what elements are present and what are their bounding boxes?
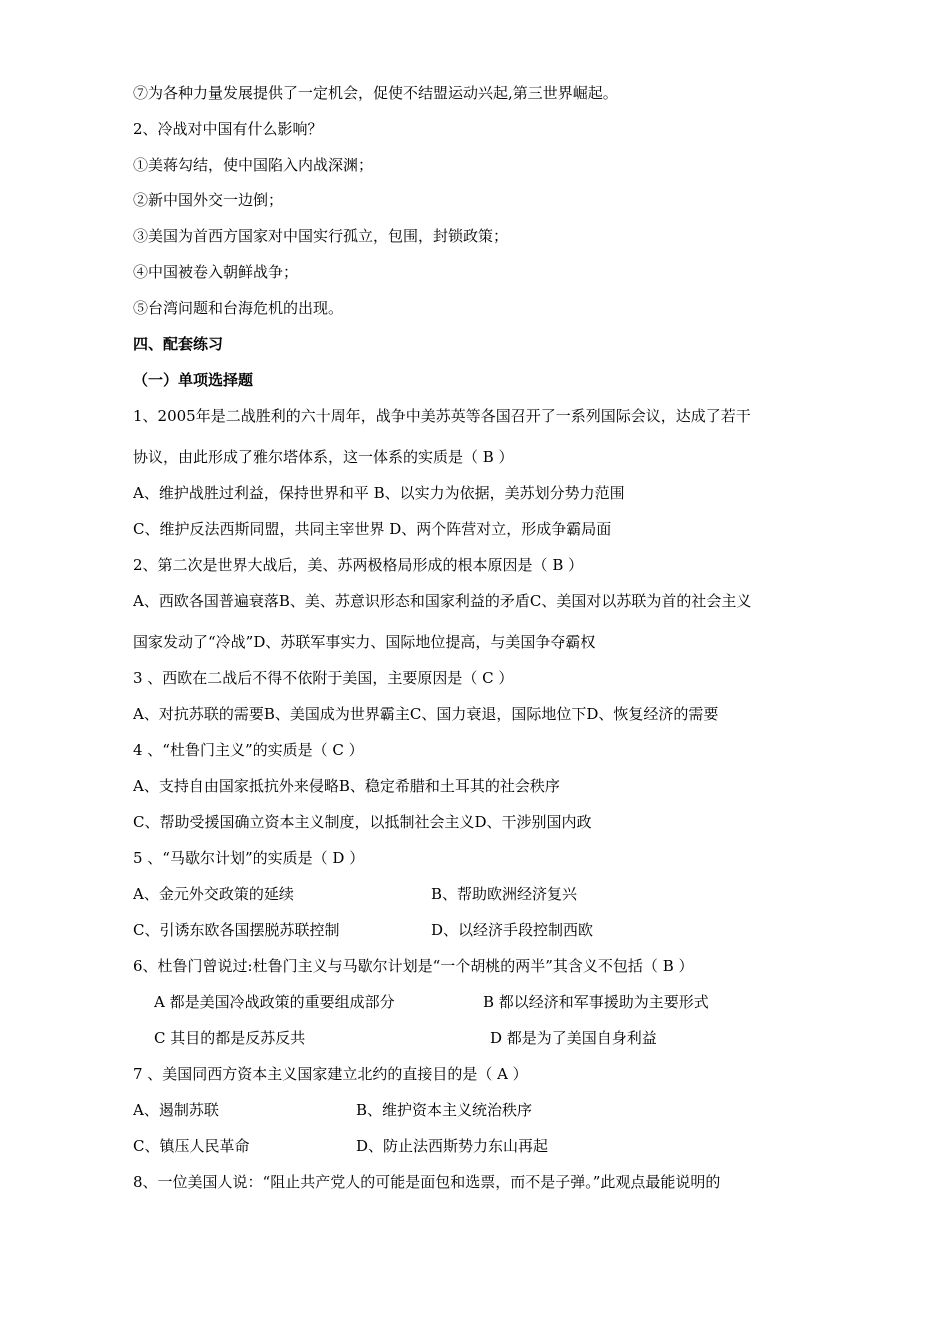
question-1-options: A、维护战胜过利益，保持世界和平 B、以实力为依据，美苏划分势力范围 xyxy=(133,484,625,502)
question-5-options-row xyxy=(133,884,833,904)
question-2-options-cont: 国家发动了“冷战”D、苏联军事实力、国际地位提高，与美国争夺霸权 xyxy=(133,633,596,651)
question-1-options: C、维护反法西斯同盟，共同主宰世界 D、两个阵营对立，形成争霸局面 xyxy=(133,520,612,538)
option-c: C、引诱东欧各国摆脱苏联控制 xyxy=(133,921,340,939)
question-3-options: A、对抗苏联的需要B、美国成为世界霸主C、国力衰退，国际地位下D、恢复经济的需要 xyxy=(133,705,719,723)
question-8-text: 8、一位美国人说：“阻止共产党人的可能是面包和选票，而不是子弹。”此观点最能说明的 xyxy=(133,1173,721,1191)
option-b: B 都以经济和军事援助为主要形式 xyxy=(483,993,709,1011)
question-2-options: A、西欧各国普遍衰落B、美、苏意识形态和国家利益的矛盾C、美国对以苏联为首的社会主义 xyxy=(133,592,752,610)
question-7-text: 7 、美国同西方资本主义国家建立北约的直接目的是（ A ） xyxy=(133,1065,528,1083)
text-line: ③美国为首西方国家对中国实行孤立，包围，封锁政策； xyxy=(133,227,509,245)
question-6-options-row xyxy=(154,1028,854,1048)
option-c: C、镇压人民革命 xyxy=(133,1137,250,1155)
option-d: D、防止法西斯势力东山再起 xyxy=(356,1137,549,1155)
question-7-options-row xyxy=(133,1100,833,1120)
text-line: ①美蒋勾结，使中国陷入内战深渊； xyxy=(133,156,374,174)
question-heading: 2、冷战对中国有什么影响？ xyxy=(133,120,323,138)
option-c: C 其目的都是反苏反共 xyxy=(154,1029,306,1047)
question-7-options-row xyxy=(133,1136,833,1156)
subsection-title: （一）单项选择题 xyxy=(133,371,254,389)
option-a: A、金元外交政策的延续 xyxy=(133,885,294,903)
option-d: D 都是为了美国自身利益 xyxy=(490,1029,657,1047)
text-line: ②新中国外交一边倒； xyxy=(133,191,284,209)
question-4-text: 4 、“杜鲁门主义”的实质是（ C ） xyxy=(133,741,364,759)
question-4-options: A、支持自由国家抵抗外来侵略B、稳定希腊和土耳其的社会秩序 xyxy=(133,777,560,795)
option-b: B、帮助欧洲经济复兴 xyxy=(431,885,578,903)
text-line: ④中国被卷入朝鲜战争； xyxy=(133,263,299,281)
text-line: ⑤台湾问题和台海危机的出现。 xyxy=(133,299,344,317)
option-a: A、遏制苏联 xyxy=(133,1101,219,1119)
option-a: A 都是美国冷战政策的重要组成部分 xyxy=(154,993,395,1011)
question-6-options-row xyxy=(154,992,854,1012)
question-4-options: C、帮助受援国确立资本主义制度，以抵制社会主义D、干涉别国内政 xyxy=(133,813,592,831)
text-line: ⑦为各种力量发展提供了一定机会，促使不结盟运动兴起,第三世界崛起。 xyxy=(133,84,618,102)
question-5-text: 5 、“马歇尔计划”的实质是（ D ） xyxy=(133,849,365,867)
option-d: D、以经济手段控制西欧 xyxy=(431,921,594,939)
option-b: B、维护资本主义统治秩序 xyxy=(356,1101,533,1119)
question-5-options-row xyxy=(133,920,833,940)
section-title: 四、配套练习 xyxy=(133,335,224,353)
question-2-text: 2、第二次是世界大战后，美、苏两极格局形成的根本原因是（ B ） xyxy=(133,556,584,574)
question-1-text: 1、2005年是二战胜利的六十周年，战争中美苏英等各国召开了一系列国际会议，达成了若干 xyxy=(133,407,751,425)
question-6-text: 6、杜鲁门曾说过:杜鲁门主义与马歇尔计划是“一个胡桃的两半”其含义不包括（ B ） xyxy=(133,957,694,975)
question-3-text: 3 、西欧在二战后不得不依附于美国，主要原因是（ C ） xyxy=(133,669,514,687)
question-1-text-cont: 协议，由此形成了雅尔塔体系，这一体系的实质是（ B ） xyxy=(133,448,514,466)
